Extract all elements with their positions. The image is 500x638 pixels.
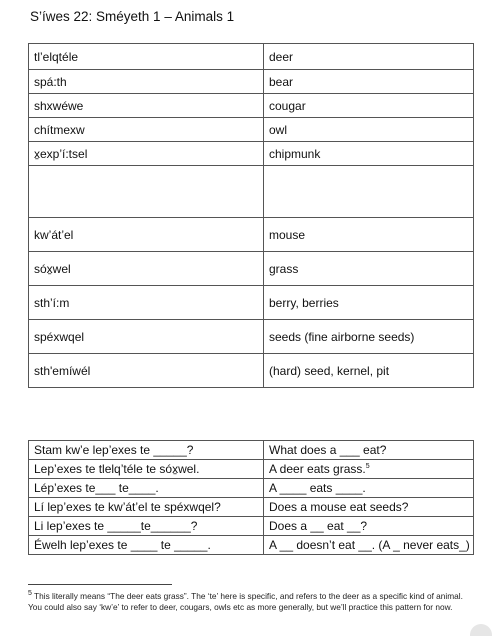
sentence-text: Li lep’exes te _____te______?	[34, 519, 198, 533]
sentence-row	[29, 498, 474, 517]
halqemeylem-sentence	[29, 536, 264, 555]
vocab-row	[29, 94, 474, 118]
vocab-row	[29, 44, 474, 70]
sentence-text: A __ doesn’t eat __. (A _ never eats_)	[269, 538, 470, 552]
english-gloss: (hard) seed, kernel, pit	[264, 354, 474, 388]
sentence-text: What does a ___ eat?	[269, 443, 387, 457]
sentence-text: Lí lep’exes te kw’át’el te spéxwqel?	[34, 500, 221, 514]
halqemeylem-sentence	[29, 498, 264, 517]
footnote-divider	[28, 584, 172, 585]
sentence-row	[29, 441, 474, 460]
english-gloss: bear	[264, 70, 474, 94]
sentence-text: Stam kw’e lep’exes te _____?	[34, 443, 194, 457]
sentence-text: Does a mouse eat seeds?	[269, 500, 409, 514]
english-sentence	[264, 517, 474, 536]
halqemeylem-word: sth'emíwél	[29, 354, 264, 388]
sentence-row	[29, 536, 474, 555]
english-gloss: seeds (fine airborne seeds)	[264, 320, 474, 354]
halqemeylem-word: shxwéwe	[29, 94, 264, 118]
halqemeylem-word: sth’í:m	[29, 286, 264, 320]
english-sentence	[264, 536, 474, 555]
english-gloss: owl	[264, 118, 474, 142]
vocab-row	[29, 218, 474, 252]
halqemeylem-word: chítmexw	[29, 118, 264, 142]
sentence-text: A deer eats grass.	[269, 462, 366, 476]
halqemeylem-word: tl’elqtéle	[29, 44, 264, 70]
halqemeylem-sentence	[29, 460, 264, 479]
english-gloss	[264, 166, 474, 218]
sentence-text: Lép’exes te___ te____.	[34, 481, 159, 495]
page-title: S’íwes 22: Sméyeth 1 – Animals 1	[30, 9, 235, 24]
vocab-row	[29, 320, 474, 354]
english-sentence	[264, 498, 474, 517]
vocab-row	[29, 142, 474, 166]
halqemeylem-sentence	[29, 441, 264, 460]
english-sentence	[264, 441, 474, 460]
english-gloss: grass	[264, 252, 474, 286]
english-sentence	[264, 460, 474, 479]
footnote-text: This literally means “The deer eats grass”. The ‘te’ here is specific, and refers to the deer as a specific kind of animal. You could also say ‘kw’e’ to refer to deer, cougars, owls etc as more generally, but we’ll practice this pattern for now.	[28, 591, 463, 613]
vocab-row	[29, 286, 474, 320]
halqemeylem-sentence	[29, 479, 264, 498]
halqemeylem-word	[29, 166, 264, 218]
vocab-row	[29, 166, 474, 218]
english-gloss: berry, berries	[264, 286, 474, 320]
english-gloss: mouse	[264, 218, 474, 252]
vocab-row	[29, 118, 474, 142]
sentence-text: Does a __ eat __?	[269, 519, 368, 533]
halqemeylem-sentence	[29, 517, 264, 536]
sentence-text: Lep’exes te tlelq’téle te sóx̱wel.	[34, 462, 200, 476]
english-sentence	[264, 479, 474, 498]
vocab-row	[29, 252, 474, 286]
halqemeylem-word: sóx̱wel	[29, 252, 264, 286]
footnote	[28, 591, 478, 613]
page-corner-mark	[470, 624, 492, 636]
english-gloss: chipmunk	[264, 142, 474, 166]
vocabulary-table	[28, 43, 474, 388]
vocab-row	[29, 354, 474, 388]
sentence-row	[29, 517, 474, 536]
halqemeylem-word: kw’át’el	[29, 218, 264, 252]
halqemeylem-word: spá:th	[29, 70, 264, 94]
sentence-text: A ____ eats ____.	[269, 481, 366, 495]
footnote-marker: 5	[28, 590, 32, 598]
english-gloss: cougar	[264, 94, 474, 118]
vocab-row	[29, 70, 474, 94]
halqemeylem-word: x̱exp’í:tsel	[29, 142, 264, 166]
sentence-row	[29, 460, 474, 479]
sentence-row	[29, 479, 474, 498]
footnote-reference: 5	[365, 463, 370, 470]
sentence-pattern-table	[28, 440, 474, 555]
sentence-text: Éwelh lep’exes te ____ te _____.	[34, 538, 211, 552]
halqemeylem-word: spéxwqel	[29, 320, 264, 354]
english-gloss: deer	[264, 44, 474, 70]
